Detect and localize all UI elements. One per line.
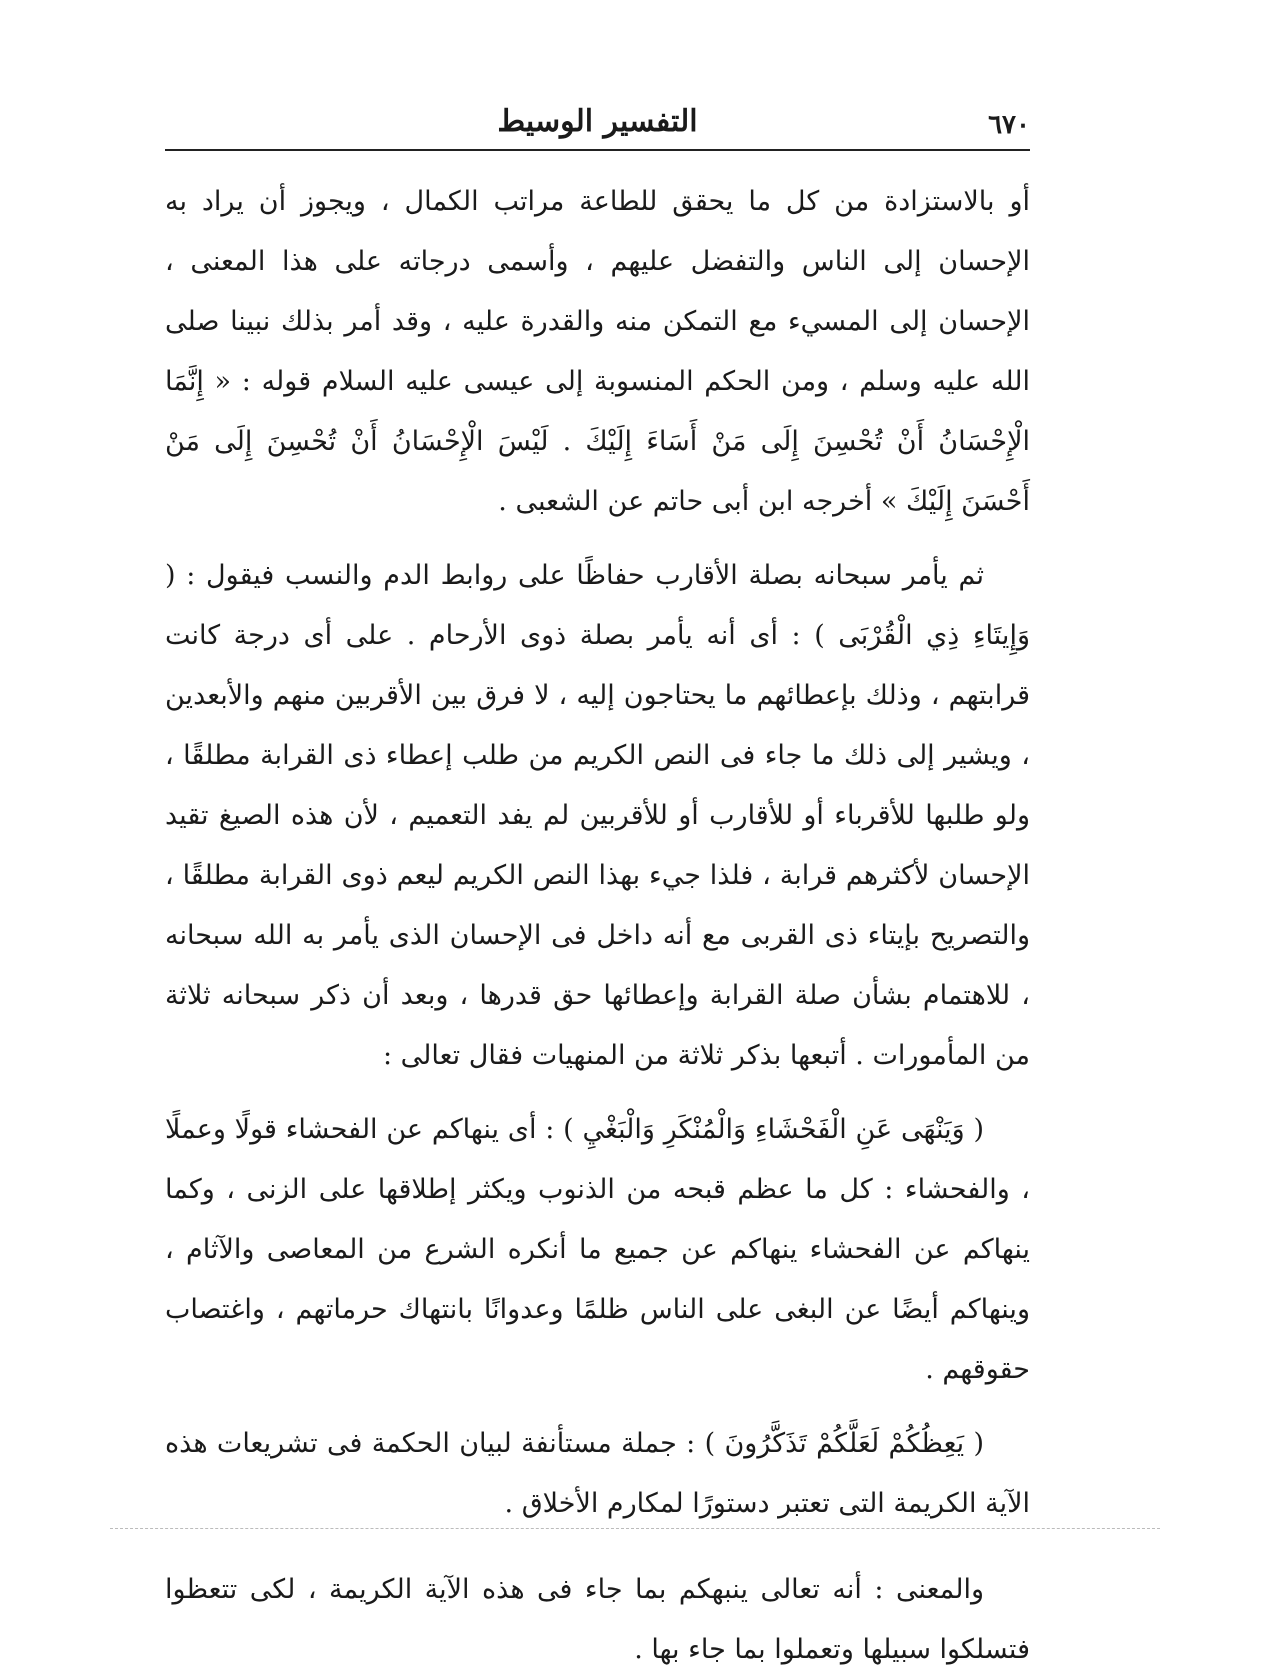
- page-header: [165, 100, 1030, 148]
- header-divider: [165, 149, 1030, 151]
- page-number: ٦٧٠: [988, 110, 1030, 140]
- scan-bottom-edge: [110, 1528, 1160, 1529]
- running-title: التفسير الوسيط: [497, 104, 698, 139]
- paragraph-admonition: ( يَعِظُكُمْ لَعَلَّكُمْ تَذَكَّرُونَ ) : جملة مستأنفة لبيان الحكمة فى تشريعات هذه الآية الكريمة التى تعتبر دستورًا لمكارم الأخلاق .: [165, 1428, 1030, 1519]
- paragraph-meaning: والمعنى : أنه تعالى ينبهكم بما جاء فى هذه الآية الكريمة ، لكى تتعظوا فتسلكوا سبيلها وتعملوا بما جاء بها .: [165, 1574, 1030, 1665]
- paragraph-prohibitions: ( وَيَنْهَى عَنِ الْفَحْشَاءِ وَالْمُنْكَرِ وَالْبَغْيِ ) : أى ينهاكم عن الفحشاء قولًا وعملًا ، والفحشاء : كل ما عظم قبحه من الذنوب ويكثر إطلاقها على الزنى ، وكما ينهاكم عن الفحشاء ينهاكم عن جميع ما أنكره الشرع من المعاصى والآثام ، وينهاكم أيضًا عن البغى على الناس ظلمًا وعدوانًا بانتهاك حرماتهم ، واغتصاب حقوقهم .: [165, 1114, 1030, 1385]
- page-body: [165, 172, 1030, 1680]
- paragraph-ihsan: أو بالاستزادة من كل ما يحقق للطاعة مراتب الكمال ، ويجوز أن يراد به الإحسان إلى الناس والتفضل عليهم ، وأسمى درجاته على هذا المعنى ، الإحسان إلى المسيء مع التمكن منه والقدرة عليه ، وقد أمر بذلك نبينا صلى الله عليه وسلم ، ومن الحكم المنسوبة إلى عيسى عليه السلام قوله : « إِنَّمَا الْإِحْسَانُ أَنْ تُحْسِنَ إِلَى مَنْ أَسَاءَ إِلَيْكَ . لَيْسَ الْإِحْسَانُ أَنْ تُحْسِنَ إِلَى مَنْ أَحْسَنَ إِلَيْكَ » أخرجه ابن أبى حاتم عن الشعبى .: [165, 186, 1030, 517]
- paragraph-kinship: ثم يأمر سبحانه بصلة الأقارب حفاظًا على روابط الدم والنسب فيقول : ( وَإِيتَاءِ ذِي الْقُرْبَى ) : أى أنه يأمر بصلة ذوى الأرحام . على أى درجة كانت قرابتهم ، وذلك بإعطائهم ما يحتاجون إليه ، لا فرق بين الأقربين منهم والأبعدين ، ويشير إلى ذلك ما جاء فى النص الكريم من طلب إعطاء ذى القرابة مطلقًا ، ولو طلبها للأقرباء أو للأقارب أو للأقربين لم يفد التعميم ، لأن هذه الصيغ تقيد الإحسان لأكثرهم قرابة ، فلذا جيء بهذا النص الكريم ليعم ذوى القرابة مطلقًا ، والتصريح بإيتاء ذى القربى مع أنه داخل فى الإحسان الذى يأمر به الله سبحانه ، للاهتمام بشأن صلة القرابة وإعطائها حق قدرها ، وبعد أن ذكر سبحانه ثلاثة من المأمورات . أتبعها بذكر ثلاثة من المنهيات فقال تعالى :: [165, 560, 1031, 1071]
